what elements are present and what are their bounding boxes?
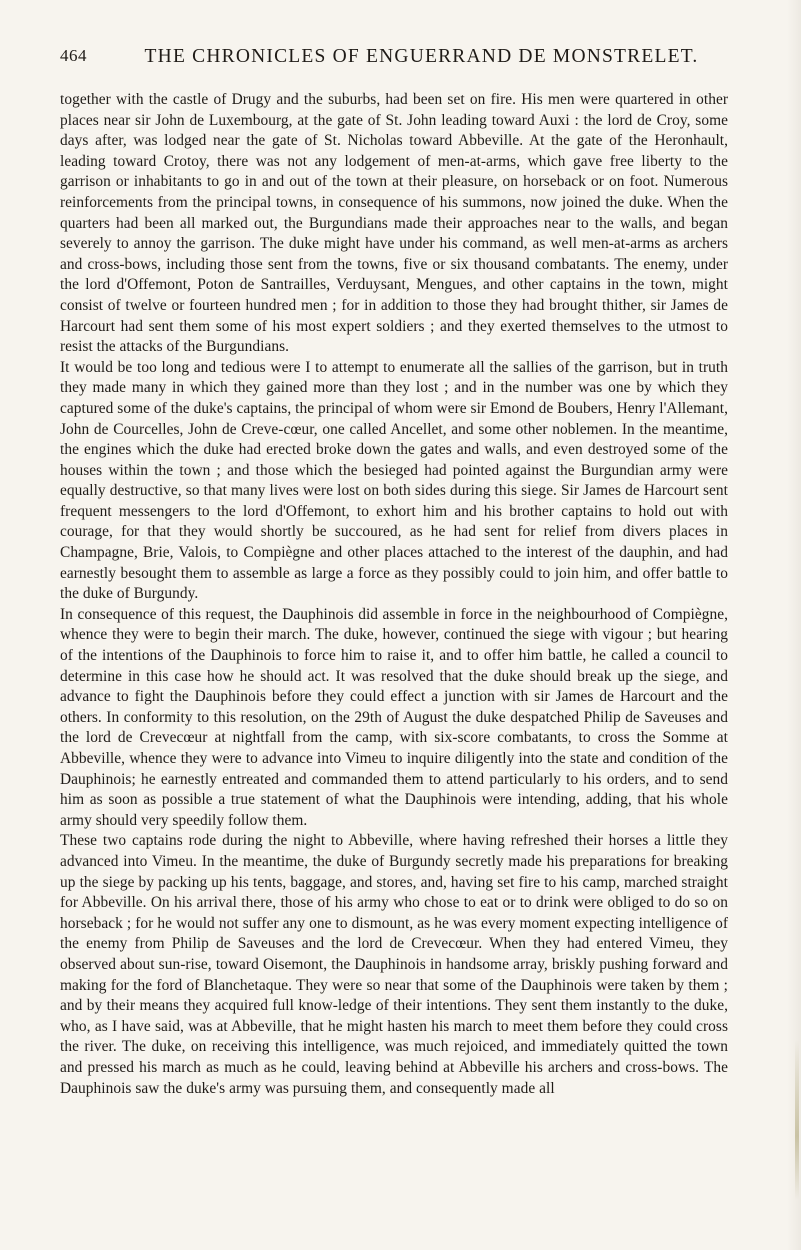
page-header bbox=[60, 46, 730, 68]
paragraph: In consequence of this request, the Dauphinois did assemble in force in the neighbourhood of Compiègne, whence they were to begin their march. The duke, however, continued the siege with vigour ; but hearing of the intentions of the Dauphinois to force him to raise it, and to offer him battle, he called a council to determine in this case how he should act. It was resolved that the duke should break up the siege, and advance to fight the Dauphinois before they could effect a junction with sir James de Harcourt and the others. In conformity to this resolution, on the 29th of August the duke despatched Philip de Saveuses and the lord de Crevecœur at nightfall from the camp, with six-score combatants, to cross the Somme at Abbeville, whence they were to advance into Vimeu to inquire diligently into the state and condition of the Dauphinois; he earnestly entreated and commanded them to attend particularly to his orders, and to send him as soon as possible a true statement of what the Dauphinois were intending, adding, that his whole army should very speedily follow them. bbox=[60, 605, 728, 829]
page-number: 464 bbox=[60, 46, 87, 65]
paragraph: These two captains rode during the night to Abbeville, where having refreshed their horses a little they advanced into Vimeu. In the meantime, the duke of Burgundy secretly made his preparations for breaking up the siege by packing up his tents, baggage, and stores, and, having set fire to his camp, marched straight for Abbeville. On his arrival there, those of his army who chose to eat or to drink were obliged to do so on horseback ; for he would not suffer any one to dismount, as he was every moment expecting intelligence of the enemy from Philip de Saveuses and the lord de Crevecœur. When they had entered Vimeu, they observed about sun-rise, toward Oisemont, the Dauphinois in handsome array, briskly pushing forward and making for the ford of Blanchetaque. They were so near that some of the Dauphinois were taken by them ; and by their means they acquired full know-ledge of their intentions. They sent them instantly to the duke, who, as I have said, was at Abbeville, that he might hasten his march to meet them before they could cross the river. The duke, on receiving this intelligence, was much rejoiced, and immediately quitted the town and pressed his march as much as he could, leaving behind at Abbeville his archers and cross-bows. The Dauphinois saw the duke's army was pursuing them, and consequently made all bbox=[60, 832, 728, 1097]
body-text bbox=[60, 90, 728, 1099]
paragraph: together with the castle of Drugy and the suburbs, had been set on fire. His men were quartered in other places near sir John de Luxembourg, at the gate of St. John leading toward Auxi : the lord de Croy, some days after, was lodged near the gate of St. Nicholas toward Abbeville. At the gate of the Heronhault, leading toward Crotoy, there was not any lodgement of men-at-arms, which gave free liberty to the garrison or inhabitants to go in and out of the town at their pleasure, on horseback or on foot. Numerous reinforcements from the principal towns, in consequence of his summons, now joined the duke. When the quarters had been all marked out, the Burgundians made their approaches near to the walls, and began severely to annoy the garrison. The duke might have under his command, as well men-at-arms as archers and cross-bows, including those sent from the towns, five or six thousand combatants. The enemy, under the lord d'Offemont, Poton de Santrailles, Verduysant, Mengues, and other captains in the town, might consist of twelve or fourteen hundred men ; for in addition to those they had brought thither, sir James de Harcourt had sent them some of his most expert soldiers ; and they exerted themselves to the utmost to resist the attacks of the Burgundians. bbox=[60, 91, 728, 356]
running-title: THE CHRONICLES OF ENGUERRAND DE MONSTRELET. bbox=[144, 46, 699, 67]
paragraph: It would be too long and tedious were I to attempt to enumerate all the sallies of the garrison, but in truth they made many in which they gained more than they lost ; and in the number was one by which they captured some of the duke's captains, the principal of whom were sir Emond de Boubers, Henry l'Allemant, John de Courcelles, John de Creve-cœur, one called Ancellet, and some other noblemen. In the meantime, the engines which the duke had erected broke down the gates and walls, and even destroyed some of the houses within the town ; and those which the besieged had pointed against the Burgundian army were equally destructive, so that many lives were lost on both sides during this siege. Sir James de Harcourt sent frequent messengers to the lord d'Offemont, to exhort him and his brother captains to hold out with courage, for that they would shortly be succoured, as he had sent for relief from divers places in Champagne, Brie, Valois, to Compiègne and other places attached to the interest of the dauphin, and had earnestly besought them to assemble as large a force as they possibly could to join him, and offer battle to the duke of Burgundy. bbox=[60, 358, 728, 603]
page-edge-stain bbox=[795, 1040, 799, 1200]
